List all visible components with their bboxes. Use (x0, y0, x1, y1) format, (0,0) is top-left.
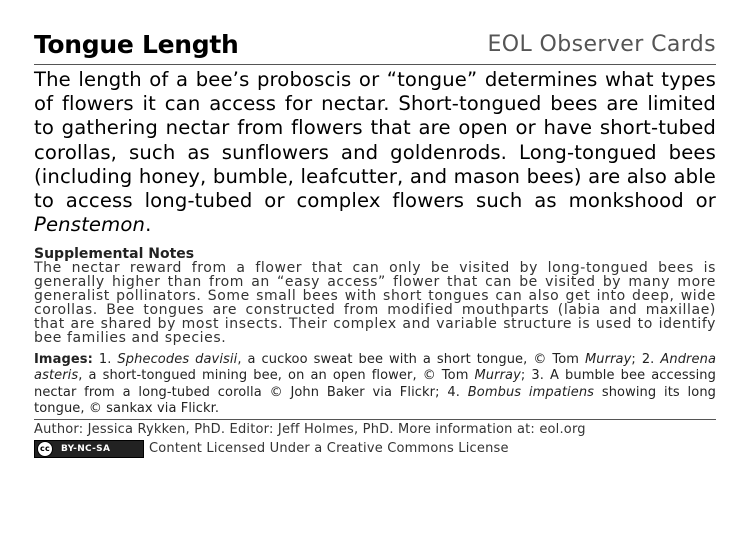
supplemental-heading: Supplemental Notes (34, 246, 195, 263)
species-name: Sphecodes davisii (117, 351, 238, 367)
species-name: Andrena asteris (34, 351, 717, 384)
brand-label: EOL Observer Cards (487, 32, 716, 57)
author-credit: Author: Jessica Rykken, PhD. Editor: Jeff Holmes, PhD. More information at: eol.org (34, 419, 716, 439)
credit-name: Murray (584, 351, 632, 367)
credit-name: Murray (474, 368, 521, 384)
image-credits-part: , a cuckoo sweat bee with a short tongue, © Tom (237, 351, 585, 367)
card-header (34, 30, 716, 65)
license-text: Content Licensed Under a Creative Commons License (149, 440, 509, 456)
observer-card (34, 30, 716, 458)
species-name: Bombus impatiens (467, 384, 595, 400)
main-text-part: The length of a bee’s proboscis or “tongue” determines what types of flowers it can access for nectar. Short-tongued bees are limited to gathering nectar from flowers that are open or have short-tubed corollas, such as sunflowers and goldenrods. Long-tongued bees (including honey, bumble, leafcutter, and mason bees) are also able to access long-tubed or complex flowers such as monkshood or (34, 68, 716, 213)
main-text-italic: Penstemon (34, 213, 146, 237)
image-credits-label: Images: (34, 351, 93, 367)
image-credits-part: 1. (92, 351, 118, 367)
image-credits-part: ; 2. (631, 351, 661, 367)
cc-license-badge[interactable] (34, 440, 144, 458)
main-text (34, 68, 716, 237)
supplemental-text: The nectar reward from a flower that can only be visited by long-tongued bees is generally higher than from an “easy access” flower that can be visited by many more generalist pollinators. Some small bees with short tongues can also get into deep, wide corollas. Bee tongues are constructed from modified mouthparts (labia and maxillae) that are shared by most insects. Their complex and variable structure is used to identify bee families and species. (34, 260, 716, 346)
cc-badge-text: BY-NC-SA (61, 443, 111, 454)
license-row (34, 440, 716, 458)
image-credits-part: ; 3. A bumble bee accessing nectar from a long-tubed corolla © John Baker via Flickr; 4. (34, 368, 717, 400)
main-text-end: . (145, 213, 152, 237)
image-credits (34, 352, 716, 418)
card-title: Tongue Length (34, 30, 239, 59)
image-credits-part: , a short-tongued mining bee, on an open flower, © Tom (78, 368, 475, 384)
image-credits-part: showing its long tongue, © sankax via Flickr. (34, 384, 717, 417)
cc-icon: cc (37, 441, 53, 457)
